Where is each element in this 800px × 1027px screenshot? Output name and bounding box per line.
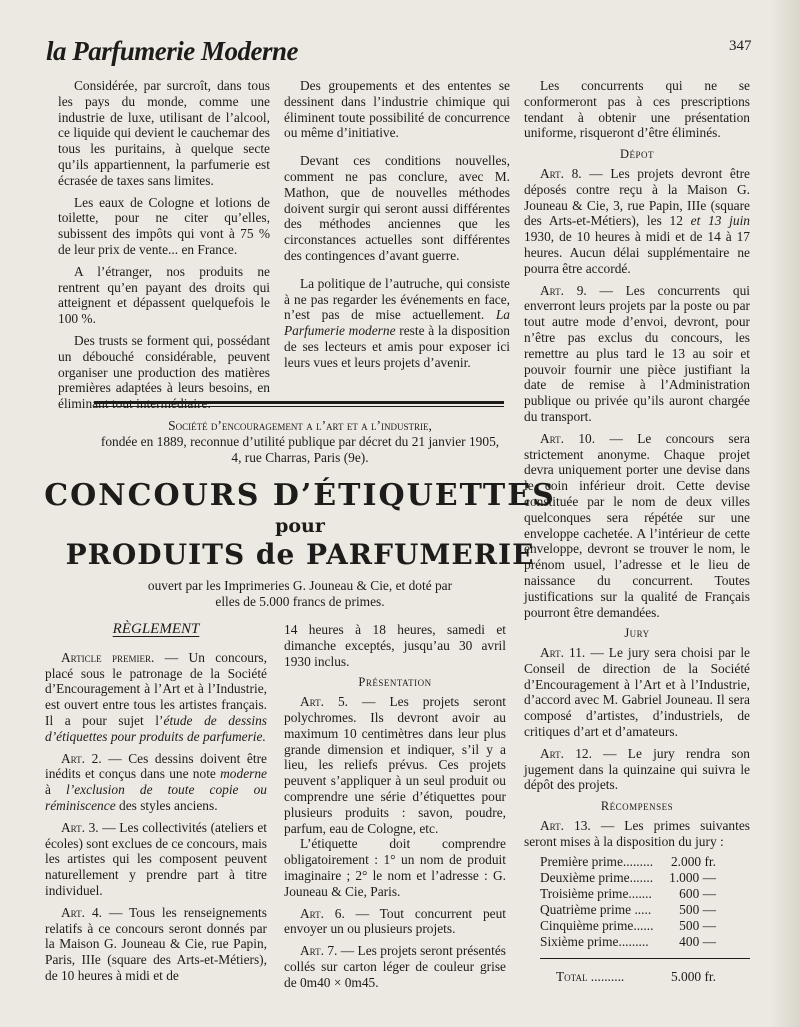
prize-label: Première prime......... — [540, 853, 654, 869]
article-text: — Un concours, placé sous le patronage de la Société d’Encouragement à l’Art et à l’Industrie, est ouvert entre tous les artistes français. Il a pour sujet l’ — [45, 649, 267, 728]
paragraph: Les concurrents qui ne se conformeront pas à ces prescriptions tendant à obtenir une présentation uniforme, risqueront d’être éliminés. — [524, 78, 750, 141]
paragraph-text: reste à la disposition de ses lecteurs et amis pour exposer ici leurs vues et leurs projets d’avenir. — [284, 323, 510, 370]
article-emphasis: étude de dessins d’étiquettes pour produits de parfumerie. — [45, 712, 267, 744]
journal-logo: la Parfumerie Moderne — [46, 36, 298, 66]
column-4 — [284, 622, 506, 997]
paragraph: Devant ces conditions nouvelles, comment ne pas conclure, avec M. Mathon, que de nouvelles méthodes doivent surgir qui seront aussi différentes des méthodes anciennes que les circonstances actuelles sont différentes des contingences d’avant guerre. — [284, 153, 510, 263]
article-text: — Les projets seront présentés collés sur carton léger de couleur grise de 0m40 × 0m45. — [284, 943, 506, 990]
article-12 — [524, 746, 750, 793]
column-5 — [524, 78, 750, 984]
article-text: — Les concurrents qui enverront leurs projets par la poste ou par tout autre mode d’envoi, devront, pour n’être pas exclus du concours, les remettre au plus tard le 13 au soir et pouvoir fournir une pièce justifiant la date de remise à l’Administration publique ou privée qu’ils auront chargée du transport. — [524, 282, 750, 424]
paragraph: Des trusts se forment qui, possédant un débouché considérable, peuvent organiser une production des matières premières adaptées à leurs besoins, en éliminant tout intermédiaire. — [58, 332, 270, 412]
article-9 — [524, 283, 750, 425]
article-13 — [524, 818, 750, 850]
societe-name: Société d’encouragement a l’art et a l’industrie, — [168, 418, 432, 433]
prize-label: Deuxième prime....... — [540, 869, 654, 885]
contest-subtitle: PRODUITS de PARFUMERIE — [65, 538, 535, 571]
journal-name: La Parfumerie moderne — [284, 307, 510, 339]
article-label: Article premier. — [61, 649, 155, 665]
double-rule-divider — [94, 401, 504, 407]
article-5-continued: L’étiquette doit comprendre obligatoirement : 1° un nom de produit imaginaire ; 2° le nom et l’adresse : G. Jouneau & Cie, Paris. — [284, 836, 506, 899]
article-text: — Les projets devront être déposés contre reçu à la Maison G. Jouneau & Cie, 3, rue Papin, IIIe (square des Arts-et-Métiers), les 12 — [524, 165, 750, 229]
article-text: — Les primes suivantes seront mises à la disposition du jury : — [524, 818, 750, 849]
article-emphasis: l’exclusion de toute copie ou réminiscence — [45, 782, 267, 813]
article-label: Art. 6. — [300, 905, 345, 921]
article-text: des styles anciens. — [115, 797, 218, 813]
column-2 — [284, 78, 510, 377]
prize-label: Sixième prime......... — [540, 933, 649, 949]
section-heading-presentation: Présentation — [358, 675, 432, 690]
article-5 — [284, 694, 506, 836]
article-text: — Le concours sera strictement anonyme. Chaque projet devra uniquement porter une devise dans le coin inférieur droit. Cette devise constituée par le nom de deux villes quelconques sera répétée sur une enveloppe cachetée. A l’intérieur de cette enveloppe, devront se trouver le nom, le prénom usuel, l’adresse et le lieu de naissance du concurrent. Toutes justifications sur la qualité de Français pourront être demandées. — [524, 430, 750, 620]
total-amount: 5.000 fr. — [670, 968, 716, 984]
prize-list — [524, 854, 750, 950]
section-heading-reglement: RÈGLEMENT — [112, 621, 200, 637]
prize-amount: 500 — — [679, 901, 716, 917]
prize-amount: 600 — — [679, 885, 716, 901]
paragraph-text: La politique de l’autruche, qui consiste à ne pas regarder les événements en face, n’est pas de mise actuellement. — [284, 275, 510, 323]
article-label: Art. 11. — [540, 645, 586, 661]
article-2 — [45, 751, 267, 814]
paragraph — [284, 276, 510, 371]
article-label: Art. 12. — [540, 745, 592, 761]
paragraph: A l’étranger, nos produits ne rentrent qu’en payant des droits qui atteignent et dépassent quelquefois le 100 %. — [58, 263, 270, 327]
article-text: — Le jury rendra son jugement dans la quinzaine qui suivra le dépôt des projets. — [524, 745, 750, 793]
article-3 — [45, 820, 267, 899]
page-number: 347 — [729, 38, 752, 54]
paragraph: Considérée, par surcroît, dans tous les pays du monde, comme une industrie de luxe, utilisant de l’alcool, ce liquide qui devient le cauchemar des tous les puritains, à quelque secte qu’ils appartiennent, la parfumerie est écrasée de taxes sans limites. — [58, 78, 270, 188]
contest-title: CONCOURS D’ÉTIQUETTES — [44, 478, 556, 513]
prize-amount: 500 — — [679, 917, 716, 933]
article-text: — Les projets seront polychromes. Ils devront avoir au maximum 10 centimètres dans leur plus grande dimension et indiquer, s’il y a lieu, les reliefs prévus. Ces projets peuvent s’appliquer à un seul produit ou comprendre une série d’étiquettes pour plusieurs produits : savon, poudre, parfum, eau de Cologne, etc. — [284, 694, 506, 836]
prize-row — [540, 854, 750, 870]
section-heading-depot: Dépot — [619, 147, 655, 162]
societe-line — [40, 418, 560, 466]
article-label: Art. 3. — [61, 819, 99, 835]
section-heading-jury: Jury — [624, 626, 650, 641]
article-6 — [284, 906, 506, 938]
article-text: à — [45, 782, 67, 798]
prize-label: Troisième prime....... — [540, 885, 652, 901]
article-8 — [524, 166, 750, 277]
prize-amount: 2.000 fr. — [670, 853, 716, 869]
article-label: Art. 5. — [300, 694, 349, 710]
article-4-continued: 14 heures à 18 heures, samedi et dimanche exceptés, jusqu’au 30 avril 1930 inclus. — [284, 622, 506, 669]
contest-sponsor-line: ouvert par les Imprimeries G. Jouneau & Cie, et doté par elles de 5.000 francs de primes. — [147, 578, 453, 609]
article-label: Art. 4. — [61, 904, 102, 920]
article-text: — Le jury sera choisi par le Conseil de direction de la Société d’Encouragement à l’Art et à l’Industrie, d’accord avec M. Gabriel Jouneau. Il sera composé d’artistes, d’industriels, de critiques d’art et d’amateurs. — [524, 645, 750, 740]
article-text: — Ces dessins doivent être inédits et conçus dans une note — [45, 750, 267, 782]
article-text: 1930, de 10 heures à midi et de 14 à 17 heures. Aucun délai supplémentaire ne pourra être accordé. — [524, 229, 750, 276]
prize-row — [540, 918, 750, 934]
prize-row — [540, 886, 750, 902]
prize-amount: 1.000 — — [669, 869, 716, 885]
prize-label: Quatrième prime ..... — [540, 901, 652, 917]
total-label: Total .......... — [556, 968, 625, 984]
prize-row — [540, 902, 750, 918]
article-text: — Tout concurrent peut envoyer un ou plusieurs projets. — [284, 905, 506, 937]
article-text: — Les collectivités (ateliers et écoles) sont exclues de ce concours, mais les artistes qui les composent peuvent naturellement y prendre part à titre individuel. — [45, 819, 267, 898]
prize-row — [540, 934, 750, 950]
article-text: — Tous les renseignements relatifs à ce concours seront donnés par la Maison G. Jouneau & Cie, rue Papin, Paris, IIIe (square des Arts-et-Métiers), de 10 heures à midi et de — [45, 904, 267, 983]
prize-amount: 400 — — [679, 933, 716, 949]
article-label: Art. 8. — [540, 165, 582, 181]
article-emphasis: et 13 juin — [690, 213, 750, 229]
article-4 — [45, 905, 267, 984]
article-label: Art. 13. — [540, 818, 591, 834]
article-label: Art. 7. — [300, 943, 338, 959]
section-heading-recompenses: Récompenses — [600, 799, 674, 814]
paragraph: Les eaux de Cologne et lotions de toilette, pour ne citer qu’elles, subissent des impôts qui vont à 75 % de leur prix de vente... en France. — [58, 194, 270, 257]
prize-row — [540, 870, 750, 886]
column-1 — [58, 78, 270, 418]
page-edge-shadow — [770, 0, 800, 1027]
article-label: Art. 9. — [540, 282, 587, 298]
article-label: Art. 10. — [540, 430, 596, 446]
article-7 — [284, 943, 506, 990]
prize-label: Cinquième prime...... — [540, 917, 654, 933]
article-1 — [45, 650, 267, 745]
article-10 — [524, 431, 750, 621]
article-11 — [524, 645, 750, 740]
paragraph: Des groupements et des ententes se dessinent dans l’industrie chimique qui éliminent toute possibilité de concurrence ou même d’initiative. — [284, 78, 510, 141]
societe-details: fondée en 1889, reconnue d’utilité publique par décret du 21 janvier 1905, 4, rue Charras, Paris (9e). — [100, 434, 500, 465]
article-label: Art. 2. — [61, 750, 102, 766]
prize-total-row — [540, 958, 750, 985]
contest-title-pour: pour — [275, 515, 325, 537]
article-emphasis: moderne — [220, 766, 267, 782]
column-3 — [45, 622, 267, 990]
